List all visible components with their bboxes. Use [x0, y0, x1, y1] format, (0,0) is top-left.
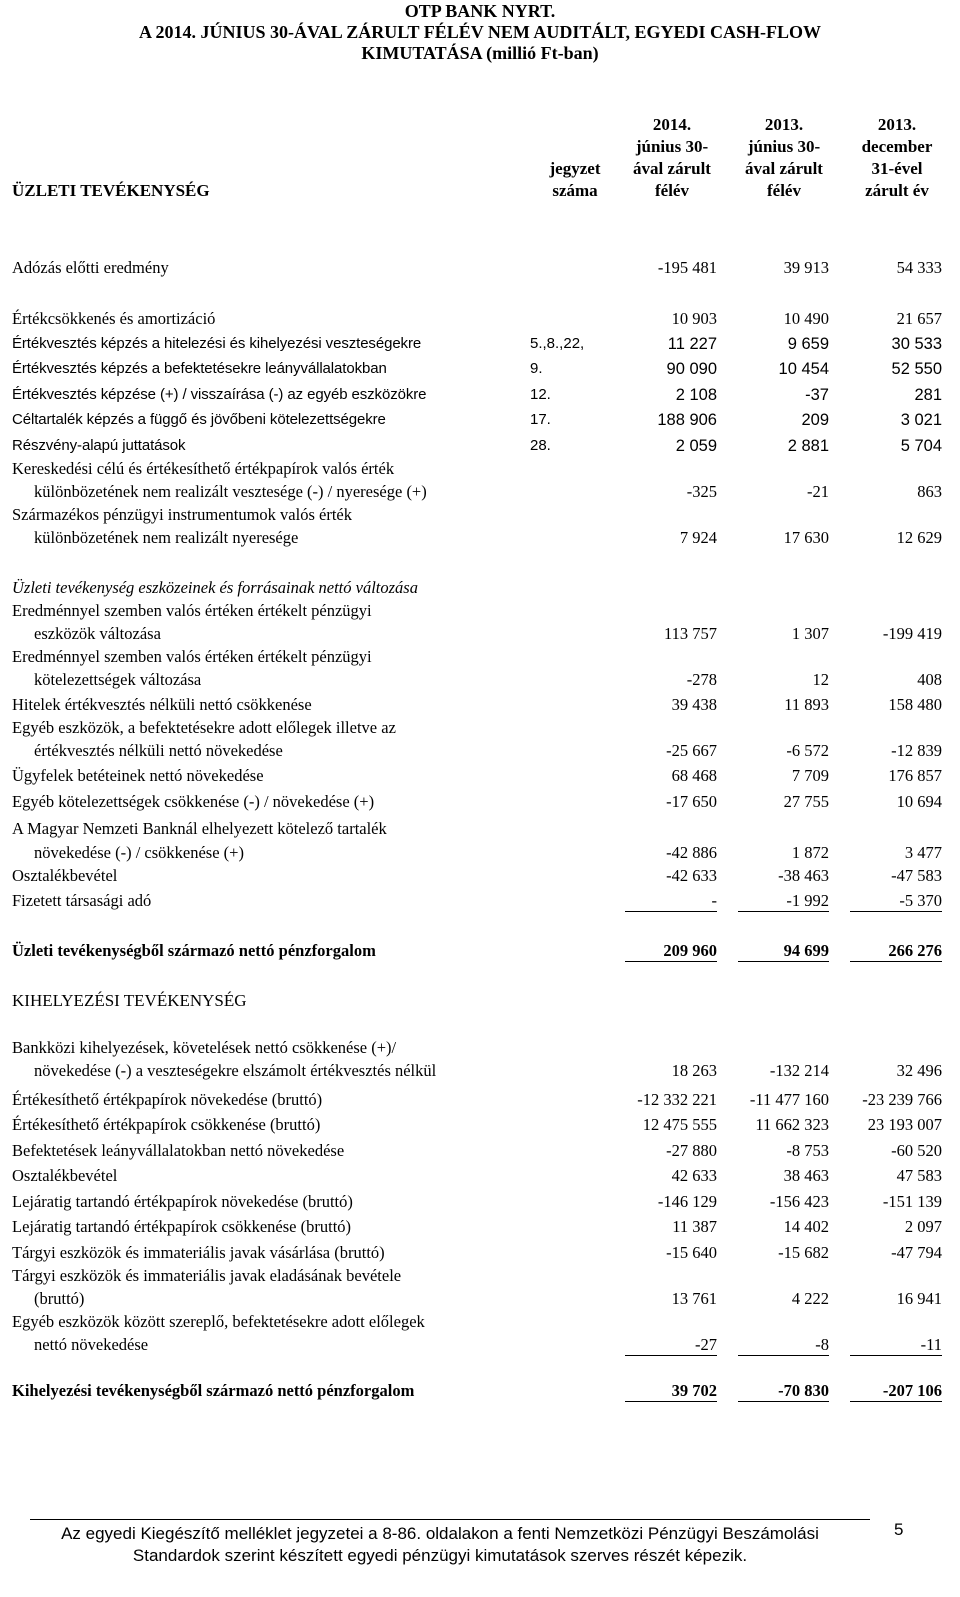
- underline: [625, 911, 717, 912]
- value-2014-h1: 7 924: [679, 528, 717, 547]
- value-2014-h1: -17 650: [666, 792, 717, 811]
- value-2014-h1: 2 059: [675, 437, 717, 455]
- row-label: Értékvesztés képzés a hitelezési és kihelyezési veszteségekre: [12, 335, 422, 352]
- row-label-continued: különbözetének nem realizált nyeresége: [34, 528, 299, 547]
- value-2014-h1: 68 468: [671, 766, 717, 785]
- note-ref: 12.: [530, 386, 551, 403]
- value-2013-h1: 9 659: [787, 335, 829, 353]
- value-2013-year: -11: [920, 1335, 942, 1354]
- value-2013-year: 176 857: [888, 766, 942, 785]
- value-2014-h1: 42 633: [671, 1166, 717, 1185]
- column-header-2014-h1: 2014. június 30- ával zárult félév: [633, 115, 711, 200]
- value-2013-year: 3 477: [904, 843, 942, 862]
- value-2014-h1: -27 880: [666, 1141, 717, 1160]
- underline: [850, 1401, 942, 1402]
- row-label-continued: növekedése (-) / csökkenése (+): [34, 843, 244, 862]
- value-2013-h1: -8 753: [786, 1141, 829, 1160]
- value-2013-year: 54 333: [896, 258, 942, 277]
- value-2013-year: 863: [917, 482, 942, 501]
- underline: [625, 1401, 717, 1402]
- note-ref: 9.: [530, 360, 543, 377]
- value-2013-h1: 4 222: [791, 1289, 829, 1308]
- value-2014-h1: -195 481: [657, 258, 717, 277]
- value-2014-h1: -12 332 221: [637, 1090, 717, 1109]
- underline: [625, 1355, 717, 1356]
- value-2013-year: 32 496: [896, 1061, 942, 1080]
- value-2014-h1: 11 227: [667, 335, 717, 353]
- value-2013-year: -5 370: [899, 891, 942, 910]
- value-2014-h1: 18 263: [671, 1061, 717, 1080]
- subsection-heading: Üzleti tevékenység eszközeinek és forrásainak nettó változása: [12, 578, 418, 597]
- value-2013-h1: 38 463: [783, 1166, 829, 1185]
- row-label: Adózás előtti eredmény: [12, 258, 169, 277]
- row-label: Egyéb eszközök között szereplő, befektetésekre adott előlegek: [12, 1312, 425, 1331]
- value-2013-year: 266 276: [888, 941, 942, 960]
- value-2013-h1: 1 872: [791, 843, 829, 862]
- value-2013-h1: 209: [801, 411, 829, 429]
- value-2013-year: 3 021: [900, 411, 942, 429]
- report-title-line2: KIMUTATÁSA (millió Ft-ban): [361, 43, 599, 63]
- row-label-continued: különbözetének nem realizált vesztesége (-) / nyeresége (+): [34, 482, 427, 501]
- value-2013-year: 158 480: [888, 695, 942, 714]
- row-label: Befektetések leányvállalatokban nettó növekedése: [12, 1141, 345, 1160]
- underline: [738, 911, 829, 912]
- underline: [850, 961, 942, 962]
- value-2013-h1: 7 709: [791, 766, 829, 785]
- note-column-header: jegyzet száma: [549, 159, 601, 200]
- value-2013-h1: -11 477 160: [749, 1090, 829, 1109]
- row-label: Részvény-alapú juttatások: [12, 437, 186, 454]
- row-label: Osztalékbevétel: [12, 1166, 118, 1185]
- value-2014-h1: -27: [695, 1335, 717, 1354]
- row-label: Lejáratig tartandó értékpapírok növekedése (bruttó): [12, 1192, 353, 1211]
- value-2014-h1: 13 761: [671, 1289, 717, 1308]
- value-2013-year: 408: [917, 670, 942, 689]
- value-2013-h1: -1 992: [786, 891, 829, 910]
- underline: [738, 1355, 829, 1356]
- value-2014-h1: -: [711, 891, 717, 910]
- value-2014-h1: 113 757: [663, 624, 717, 643]
- underline: [738, 961, 829, 962]
- column-header-2013-year: 2013. december 31-ével zárult év: [861, 115, 933, 200]
- value-2013-year: -60 520: [891, 1141, 942, 1160]
- value-2014-h1: 11 387: [672, 1217, 717, 1236]
- row-label-continued: nettó növekedése: [34, 1335, 149, 1354]
- row-label: Értékesíthető értékpapírok növekedése (bruttó): [12, 1090, 323, 1109]
- section-investing-heading: KIHELYEZÉSI TEVÉKENYSÉG: [12, 991, 247, 1010]
- row-label-continued: (bruttó): [34, 1289, 85, 1308]
- value-2013-year: -199 419: [882, 624, 942, 643]
- row-label-continued: növekedése (-) a veszteségekre elszámolt értékvesztés nélkül: [34, 1061, 437, 1080]
- value-2013-year: 10 694: [896, 792, 942, 811]
- company-name: OTP BANK NYRT.: [404, 1, 556, 21]
- row-label: Lejáratig tartandó értékpapírok csökkenése (bruttó): [12, 1217, 352, 1236]
- value-2013-h1: 27 755: [783, 792, 829, 811]
- value-2014-h1: -15 640: [666, 1243, 717, 1262]
- column-header-2013-h1: 2013. június 30- ával zárult félév: [745, 115, 823, 200]
- row-label: Bankközi kihelyezések, követelések nettó csökkenése (+)/: [12, 1038, 397, 1057]
- value-2013-h1: -156 423: [769, 1192, 829, 1211]
- row-label: Fizetett társasági adó: [12, 891, 152, 910]
- value-2013-h1: -15 682: [778, 1243, 829, 1262]
- value-2013-year: -23 239 766: [862, 1090, 942, 1109]
- value-2013-h1: -38 463: [778, 866, 829, 885]
- value-2013-year: 12 629: [896, 528, 942, 547]
- row-label: Hitelek értékvesztés nélküli nettó csökkenése: [12, 695, 312, 714]
- row-label: A Magyar Nemzeti Banknál elhelyezett kötelező tartalék: [12, 819, 387, 838]
- value-2013-year: 2 097: [904, 1217, 942, 1236]
- row-label: Származékos pénzügyi instrumentumok valós érték: [12, 505, 352, 524]
- value-2013-year: 30 533: [891, 335, 942, 353]
- footer-note-line2: Standardok szerint készített egyedi pénzügyi kimutatások szerves részét képezik.: [132, 1546, 748, 1565]
- footer-rule: [30, 1519, 870, 1520]
- value-2013-year: 47 583: [896, 1166, 942, 1185]
- row-label: Egyéb eszközök, a befektetésekre adott előlegek illetve az: [12, 718, 396, 737]
- row-label: Egyéb kötelezettségek csökkenése (-) / növekedése (+): [12, 792, 375, 811]
- row-label: Értékcsökkenés és amortizáció: [12, 309, 216, 328]
- row-label-continued: értékvesztés nélküli nettó növekedése: [34, 741, 283, 760]
- value-2014-h1: 12 475 555: [642, 1115, 717, 1134]
- note-ref: 17.: [530, 411, 551, 428]
- value-2013-year: 5 704: [900, 437, 942, 455]
- row-label: Osztalékbevétel: [12, 866, 118, 885]
- value-2013-year: -47 794: [891, 1243, 942, 1262]
- value-2013-h1: 1 307: [791, 624, 829, 643]
- value-2013-year: 52 550: [891, 360, 942, 378]
- value-2013-h1: 11 662 323: [755, 1115, 829, 1134]
- value-2014-h1: 39 702: [671, 1381, 717, 1400]
- value-2013-h1: 10 490: [783, 309, 829, 328]
- value-2013-year: 23 193 007: [867, 1115, 942, 1134]
- row-label: Értékvesztés képzése (+) / visszaírása (-) az egyéb eszközökre: [12, 386, 427, 403]
- value-2013-h1: -21: [807, 482, 829, 501]
- operating-total-label: Üzleti tevékenységből származó nettó pénzforgalom: [12, 941, 376, 960]
- note-ref: 5.,8.,22,: [530, 335, 585, 352]
- investing-total-label: Kihelyezési tevékenységből származó nettó pénzforgalom: [12, 1381, 415, 1400]
- row-label: Eredménnyel szemben valós értéken értékelt pénzügyi: [12, 647, 372, 666]
- value-2013-year: -47 583: [891, 866, 942, 885]
- underline: [738, 1401, 829, 1402]
- value-2013-year: -12 839: [891, 741, 942, 760]
- row-label: Kereskedési célú és értékesíthető értékpapírok valós érték: [12, 459, 395, 478]
- value-2013-h1: 17 630: [783, 528, 829, 547]
- value-2013-h1: 10 454: [778, 360, 829, 378]
- value-2013-h1: -132 214: [769, 1061, 829, 1080]
- value-2014-h1: -278: [686, 670, 717, 689]
- value-2013-year: -207 106: [882, 1381, 942, 1400]
- value-2014-h1: -42 633: [666, 866, 717, 885]
- value-2014-h1: 10 903: [671, 309, 717, 328]
- value-2014-h1: 90 090: [666, 360, 717, 378]
- value-2014-h1: -42 886: [666, 843, 717, 862]
- row-label: Tárgyi eszközök és immateriális javak vásárlása (bruttó): [12, 1243, 385, 1262]
- value-2013-h1: 39 913: [783, 258, 829, 277]
- section-operating-heading: ÜZLETI TEVÉKENYSÉG: [12, 181, 210, 200]
- underline: [850, 911, 942, 912]
- value-2014-h1: -146 129: [657, 1192, 717, 1211]
- value-2013-h1: -70 830: [778, 1381, 829, 1400]
- value-2013-year: -151 139: [882, 1192, 942, 1211]
- value-2013-year: 21 657: [896, 309, 942, 328]
- value-2014-h1: -25 667: [666, 741, 717, 760]
- value-2014-h1: 188 906: [657, 411, 717, 429]
- value-2014-h1: 209 960: [663, 941, 717, 960]
- value-2013-h1: 14 402: [783, 1217, 829, 1236]
- value-2013-h1: -6 572: [786, 741, 829, 760]
- row-label: Értékesíthető értékpapírok csökkenése (bruttó): [12, 1115, 321, 1134]
- value-2013-h1: 2 881: [787, 437, 829, 455]
- value-2014-h1: -325: [686, 482, 717, 501]
- row-label: Céltartalék képzés a függő és jövőbeni kötelezettségekre: [12, 411, 386, 428]
- value-2014-h1: 39 438: [671, 695, 717, 714]
- value-2014-h1: 2 108: [675, 386, 717, 404]
- row-label: Eredménnyel szemben valós értéken értékelt pénzügyi: [12, 601, 372, 620]
- value-2013-h1: 94 699: [783, 941, 829, 960]
- report-title: A 2014. JÚNIUS 30-ÁVAL ZÁRULT FÉLÉV NEM AUDITÁLT, EGYEDI CASH-FLOW: [139, 22, 821, 42]
- value-2013-year: 281: [914, 386, 942, 404]
- underline: [625, 961, 717, 962]
- value-2013-h1: 11 893: [784, 695, 829, 714]
- page-number: 5: [894, 1520, 904, 1539]
- footer-note: Az egyedi Kiegészítő melléklet jegyzetei a 8-86. oldalakon a fenti Nemzetközi Pénzügyi Beszámolási: [61, 1524, 819, 1543]
- underline: [850, 1355, 942, 1356]
- row-label: Ügyfelek betéteinek nettó növekedése: [12, 766, 264, 785]
- value-2013-h1: -8: [815, 1335, 829, 1354]
- row-label: Értékvesztés képzés a befektetésekre leányvállalatokban: [12, 360, 387, 377]
- value-2013-h1: 12: [812, 670, 829, 689]
- note-ref: 28.: [530, 437, 551, 454]
- row-label-continued: kötelezettségek változása: [34, 670, 202, 689]
- value-2013-h1: -37: [805, 386, 829, 404]
- row-label: Tárgyi eszközök és immateriális javak eladásának bevétele: [12, 1266, 402, 1285]
- row-label-continued: eszközök változása: [34, 624, 161, 643]
- value-2013-year: 16 941: [896, 1289, 942, 1308]
